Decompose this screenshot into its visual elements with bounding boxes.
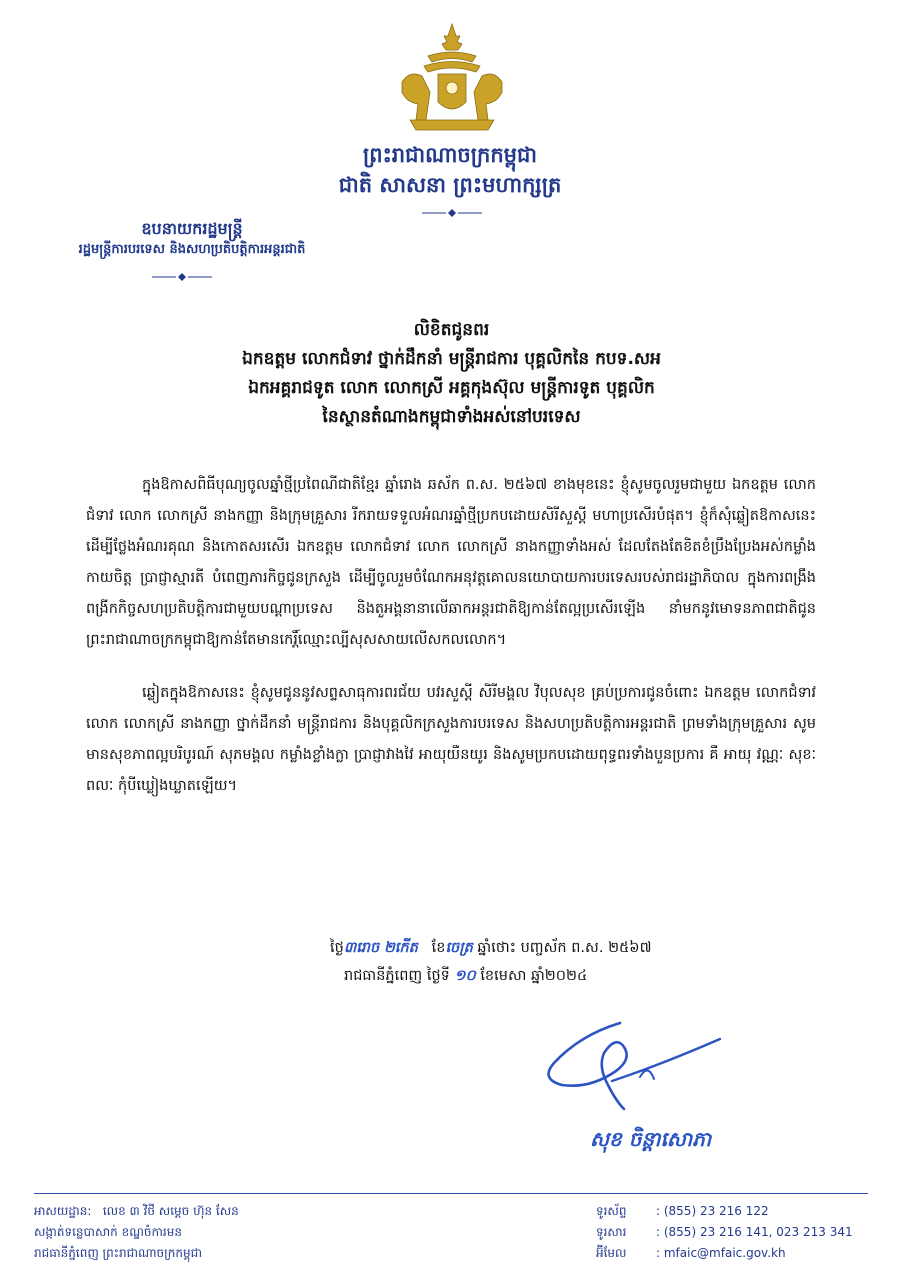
handwritten-month: ចេត្រ — [445, 940, 473, 956]
email-link[interactable]: : mfaic@mfaic.gov.kh — [656, 1246, 786, 1260]
kingdom-header — [300, 140, 600, 200]
kingdom-motto: ជាតិ សាសនា ព្រះមហាក្សត្រ — [338, 173, 562, 197]
date-block — [330, 934, 810, 990]
footer-address: អាសយដ្ឋាន: លេខ ៣ វិថី សម្តេច ហ៊ុន សែន សង្កាត់ទន្លេបាសាក់ ខណ្ឌចំការមន រាជធានីភ្នំពេញ ព្រះរាជាណាចក្រកម្ពុជា — [34, 1204, 239, 1260]
divider-ornament-icon — [420, 208, 484, 218]
lunar-date: ថ្ងៃ៣រោច ២កើត ខែចេត្រ ឆ្នាំថោះ បញ្ចស័ក ព.ស. ២៥៦៧ — [330, 940, 652, 956]
footer-phone: ទូរស័ព្ទ : (855) 23 216 122 — [596, 1204, 769, 1218]
letter-title — [90, 316, 813, 432]
title-line: លិខិតជូនពរ — [413, 320, 490, 340]
title-line: ឯកអគ្គរាជទូត លោក លោកស្រី អគ្គកុងស៊ុល មន្ត្រីការទូត បុគ្គលិក — [248, 378, 655, 398]
ministry-name: រដ្ឋមន្ត្រីការបរទេស និងសហប្រតិបត្តិការអន្តរជាតិ — [78, 242, 306, 257]
handwritten-weekday: ២កើត — [383, 940, 418, 956]
footer-contacts — [596, 1201, 886, 1264]
solar-date: រាជធានីភ្នំពេញ ថ្ងៃទី ១០ ខែមេសា ឆ្នាំ២០២៤ — [344, 968, 588, 984]
footer-email[interactable]: អ៊ីមែល : mfaic@mfaic.gov.kh — [596, 1246, 786, 1260]
body-paragraph: ឆ្លៀតក្នុងឱកាសនេះ ខ្ញុំសូមជូននូវសព្ទសាធុការពរជ័យ បវរសួស្តី សិរីមង្គល វិបុលសុខ គ្រប់ប្រការជូនចំពោះ ឯកឧត្តម លោកជំទាវ លោក លោកស្រី នាងកញ្ញា ថ្នាក់ដឹកនាំ មន្ត្រីរាជការ និងបុគ្គលិកក្រសួងការបរទេស និងសហប្រតិបត្តិការអន្តរជាតិ ព្រមទាំងក្រុមគ្រួសារ សូមមានសុខភាពល្អបរិបូរណ៍ សុភមង្គល កម្លាំងខ្លាំងក្លា ប្រាជ្ញាវាងវៃ អាយុយឺនយូរ និងសូមប្រកបដោយពុទ្ធពរទាំងបួនប្រការ គឺ អាយុ វណ្ណៈ សុខៈ ពលៈ កុំបីឃ្លៀងឃ្លាតឡើយ។ — [86, 685, 816, 794]
title-line: នៃស្ថានតំណាងកម្ពុជាទាំងអស់នៅបរទេស — [322, 407, 581, 427]
handwritten-solar-day: ១០ — [454, 968, 476, 984]
body-paragraph: ក្នុងឱកាសពិធីបុណ្យចូលឆ្នាំថ្មីប្រពៃណីជាតិខ្មែរ ឆ្នាំរោង ឆស័ក ព.ស. ២៥៦៧ ខាងមុខនេះ ខ្ញុំសូមចូលរួមជាមួយ ឯកឧត្តម លោកជំទាវ លោក លោកស្រី នាងកញ្ញា និងក្រុមគ្រួសារ រីករាយទទួលអំណរឆ្នាំថ្មីប្រកបដោយសិរីសួស្តី មហាប្រសើរបំផុត។ ខ្ញុំក៏សុំឆ្លៀតឱកាសនេះ ដើម្បីថ្លែងអំណរគុណ និងកោតសរសើរ ឯកឧត្តម លោកជំទាវ លោក លោកស្រី នាងកញ្ញាទាំងអស់ ដែលតែងតែខិតខំប្រឹងប្រែងអស់កម្លាំងកាយចិត្ត ប្រាជ្ញាស្មារតី បំពេញភារកិច្ចជូនក្រសួង ដើម្បីចូលរួមចំណែកអនុវត្តគោលនយោបាយការបរទេសរបស់រាជរដ្ឋាភិបាល ក្នុងការពង្រឹងពង្រីកកិច្ចសហប្រតិបត្តិការជាមួយបណ្តាប្រទេស និងតួអង្គនានាលើឆាកអន្តរជាតិឱ្យកាន់តែល្អប្រសើរឡើង នាំមកនូវមោទនភាពជាតិជូនព្រះរាជាណាចក្រកម្ពុជាឱ្យកាន់តែមានកេរ្តិ៍ឈ្មោះល្បីសុសសាយលើសកលលោក។ — [86, 477, 816, 648]
ministry-header — [32, 218, 352, 260]
footer-divider — [34, 1193, 868, 1194]
divider-ornament-icon — [150, 272, 214, 282]
letter-body — [86, 470, 816, 824]
signer-name: សុខ ចិន្ដាសោភា — [590, 1127, 712, 1151]
royal-coat-of-arms-emblem — [388, 22, 516, 134]
ministry-position: ឧបនាយករដ្ឋមន្ត្រី — [141, 219, 243, 238]
title-line: ឯកឧត្តម លោកជំទាវ ថ្នាក់ដឹកនាំ មន្ត្រីរាជការ បុគ្គលិកនៃ កបទ.សអ — [242, 349, 661, 369]
footer-fax: ទូរសារ : (855) 23 216 141, 023 213 341 — [596, 1225, 853, 1239]
handwritten-day: ៣រោច — [343, 940, 380, 956]
kingdom-name: ព្រះរាជាណាចក្រកម្ពុជា — [362, 143, 537, 167]
handwritten-signature — [520, 1005, 750, 1125]
